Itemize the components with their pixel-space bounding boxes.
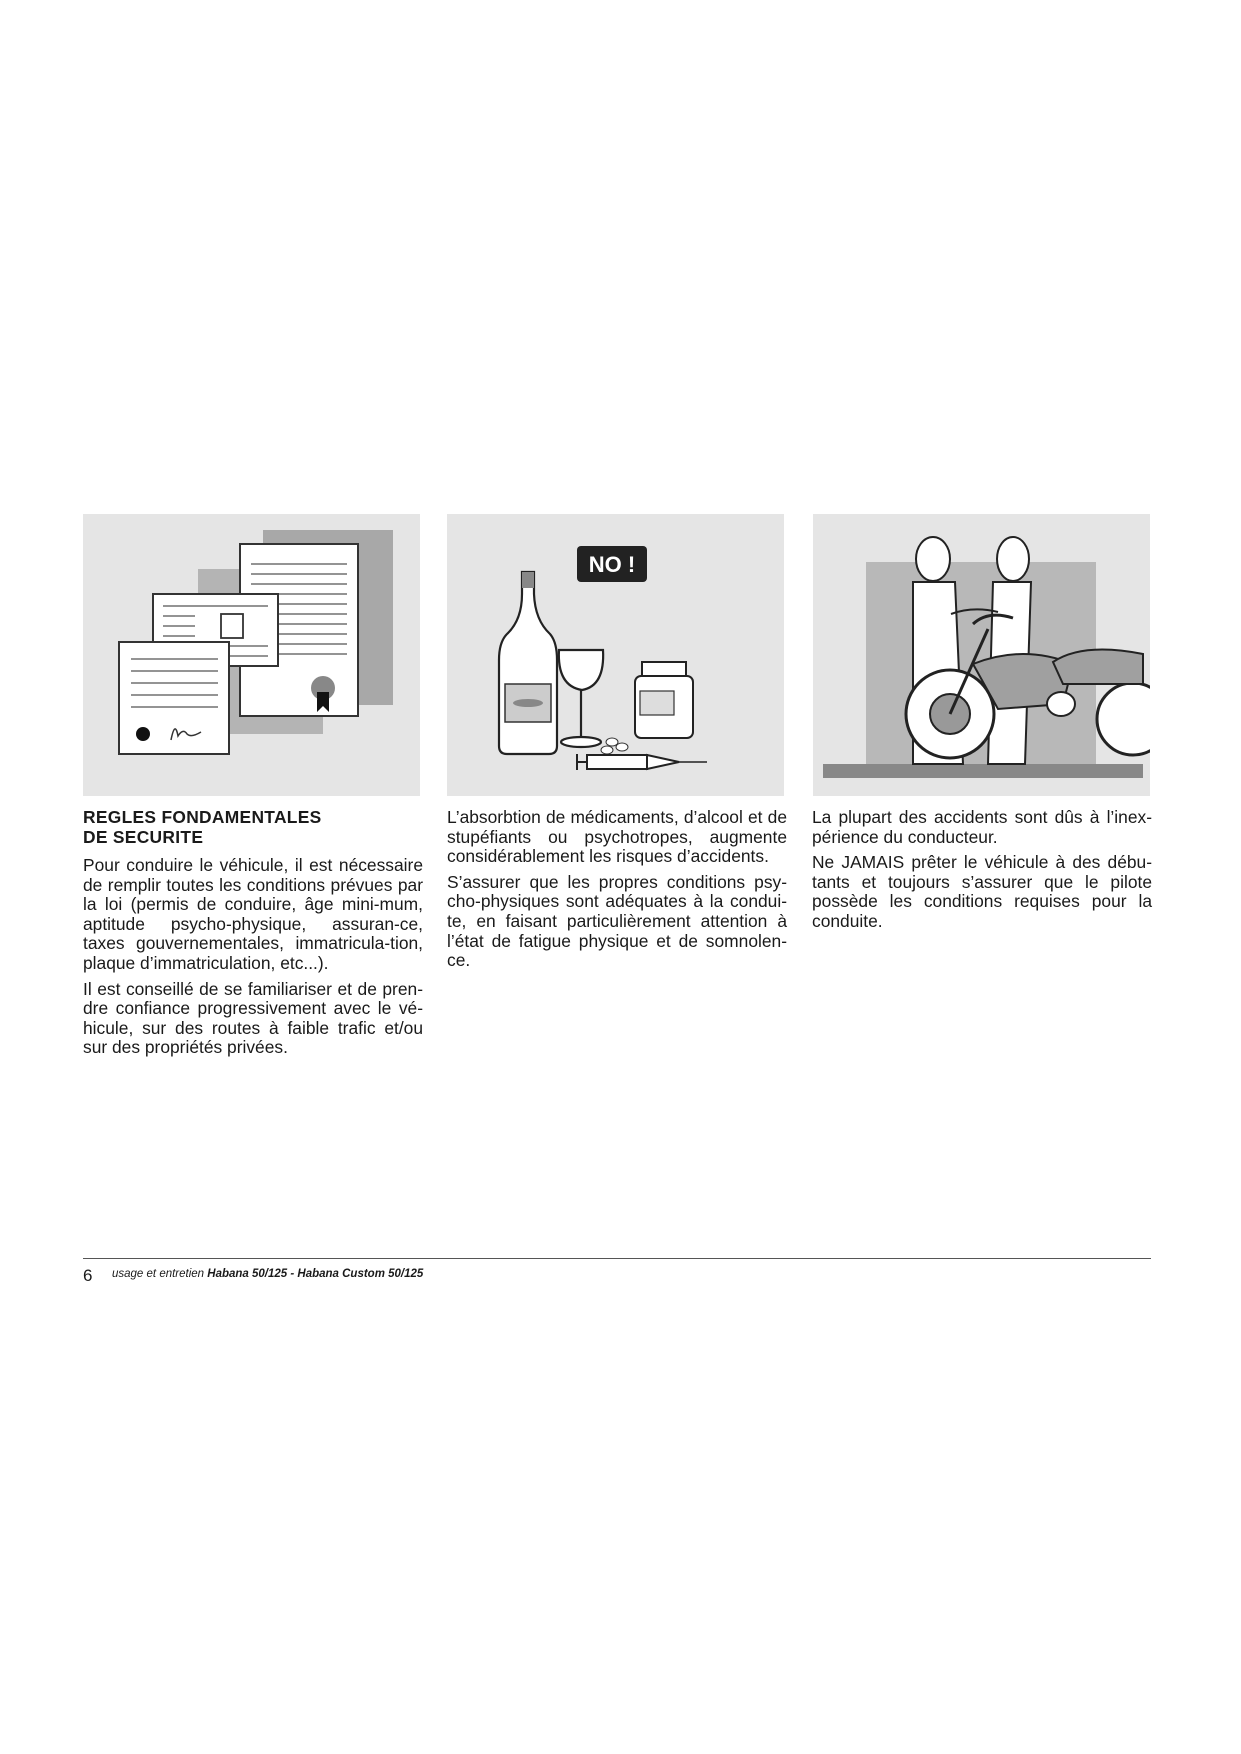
paragraph-ne-jamais-preter: Ne JAMAIS prêter le véhicule à des débu-tants et toujours s’assurer que le pilote possède les conditions requises pour la conduite.	[812, 852, 1152, 931]
paragraph-familiariser: Il est conseillé de se familiariser et de pren-dre confiance progressivement avec le vé-hicule, sur des routes à faible trafic et/ou sur des propriétés privées.	[83, 978, 423, 1058]
heading-line-2: DE SECURITE	[83, 826, 204, 847]
section-heading	[83, 808, 423, 847]
footer-caption-model: Habana 50/125 - Habana Custom 50/125	[207, 1268, 424, 1280]
no-sign-label: NO !	[588, 552, 636, 577]
column-regles-fondamentales	[83, 808, 423, 1064]
paragraph-absorption: L’absorbtion de médicaments, d’alcool et de stupéfiants ou psychotropes, augmente considérablement les risques d’accidents.	[447, 807, 787, 867]
footer-caption-prefix: usage et entretien	[112, 1268, 208, 1280]
column-inexperience	[812, 808, 1152, 938]
footer-caption	[112, 1268, 423, 1280]
paragraph-conditions-psycho: S’assurer que les propres conditions psy-cho-physiques sont adéquates à la condui-te, en faisant particulièrement attention à l’état de fatigue physique et de somnolen-ce.	[447, 871, 787, 971]
documents-illustration	[83, 514, 420, 796]
heading-line-1: REGLES FONDAMENTALES	[83, 807, 322, 827]
column-medicaments	[447, 808, 787, 977]
paragraph-accidents: La plupart des accidents sont dûs à l’inex-périence du conducteur.	[812, 807, 1152, 847]
paragraph-conditions: Pour conduire le véhicule, il est nécessaire de remplir toutes les conditions prévues par la loi (permis de conduire, âge mini-mum, aptitude psycho-physique, assuran-ce, taxes gouvernementales, immatricula-tion, plaque d’immatriculation, etc...).	[83, 855, 423, 973]
alcohol-drugs-illustration	[447, 514, 784, 796]
footer-divider	[83, 1258, 1151, 1259]
page-number: 6	[83, 1266, 93, 1285]
motorcycle-lending-illustration	[813, 514, 1150, 796]
